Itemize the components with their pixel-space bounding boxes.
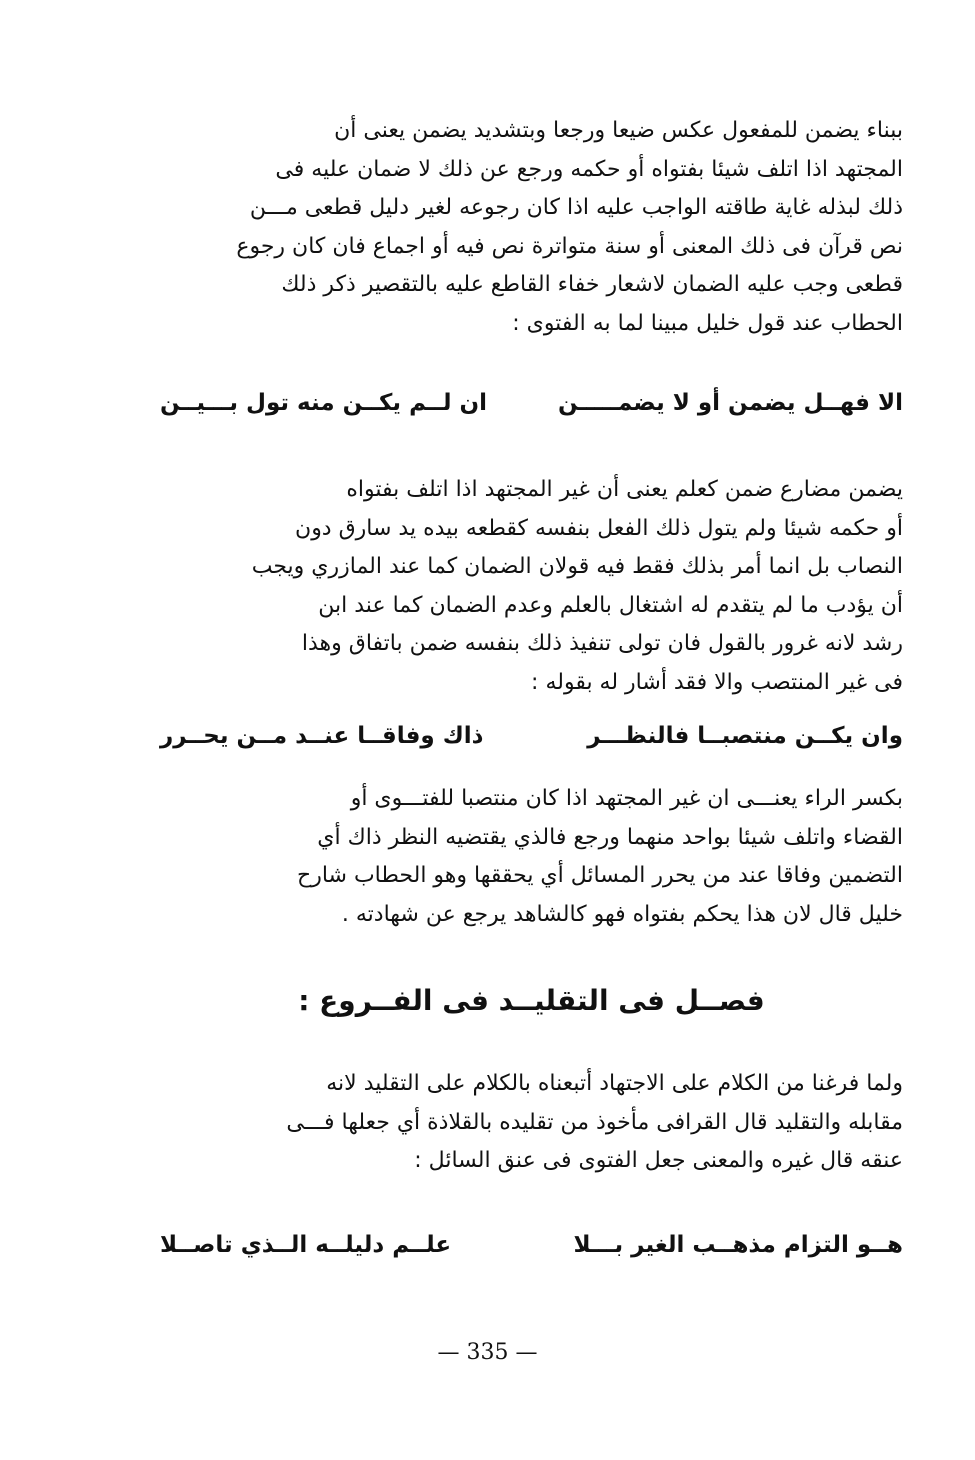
text-line: أو حكمه شيئا ولم يتول ذلك الفعل بنفسه كقطعه بيده يد سارق دون bbox=[295, 515, 903, 541]
text-line: يضمن مضارع ضمن كعلم يعنى أن غير المجتهد اذا اتلف بفتواه bbox=[346, 477, 903, 502]
verse-first-hemistich: الا فهــل يضمن أو لا يضمـــــن bbox=[558, 390, 903, 416]
text-line: أن يؤدب ما لم يتقدم له اشتغال بالعلم وعدم الضمان كما عند ابن bbox=[318, 592, 903, 618]
text-line: مقابله والتقليد قال القرافى مأخوذ من تقليده بالقلاذة أي جعلها فـــى bbox=[286, 1109, 903, 1135]
paragraph-4 bbox=[160, 1065, 903, 1181]
paragraph-2 bbox=[160, 471, 903, 702]
paragraph-1 bbox=[160, 112, 903, 343]
text-line: نص قرآن فى ذلك المعنى أو سنة متواترة نص فيه أو اجماع فان كان رجوع bbox=[236, 233, 903, 259]
text-line: فى غير المنتصب والا فقد أشار له بقوله : bbox=[531, 669, 903, 695]
verse-1 bbox=[160, 383, 903, 423]
text-line: المجتهد اذا اتلف شيئا بفتواه أو حكمه ورجع عن ذلك لا ضمان عليه فى bbox=[275, 156, 903, 182]
text-line: ولما فرغنا من الكلام على الاجتهاد أتبعناه بالكلام على التقليد لانه bbox=[326, 1071, 903, 1096]
text-line: القضاء واتلف شيئا بواحد منهما ورجع فالذي يقتضيه النظر ذاك أي bbox=[317, 824, 903, 850]
text-line: الحطاب عند قول خليل مبينا لما به الفتوى : bbox=[512, 310, 903, 336]
text-line: بكسر الراء يعنـــى ان غير المجتهد اذا كان منتصبا للفتـــوى أو bbox=[350, 786, 903, 811]
verse-first-hemistich: هــو التزام مذهــب الغير بـــلا bbox=[573, 1231, 903, 1258]
verse-2 bbox=[160, 716, 903, 756]
verse-second-hemistich: علــم دليلــه الــذي تاصــلا bbox=[160, 1231, 452, 1258]
section-heading: فصــل فى التقليــد فى الفــروع : bbox=[298, 984, 765, 1017]
text-line: ببناء يضمن للمفعول عكس ضيعا ورجعا وبتشديد يضمن يعنى أن bbox=[334, 118, 903, 143]
text-line: عنقه قال غيره والمعنى جعل الفتوى فى عنق السائل : bbox=[414, 1148, 903, 1173]
paragraph-3 bbox=[160, 780, 903, 934]
text-line: رشد لانه غرور بالقول فان تولى تنفيذ ذلك بنفسه ضمن باتفاق وهذا bbox=[301, 631, 903, 656]
verse-second-hemistich: ذاك وفاقــا عنــد مــن يحــرر bbox=[160, 723, 484, 749]
verse-first-hemistich: وان يكــن منتصبــا فالنظـــر bbox=[587, 723, 903, 749]
text-line: النصاب بل انما أمر بذلك فقط فيه قولان الضمان كما عند المازري ويجب bbox=[251, 554, 903, 579]
verse-second-hemistich: ان لــم يكــن منه تول بـــيــن bbox=[160, 390, 487, 416]
verse-3 bbox=[160, 1225, 903, 1265]
text-line: قطعى وجب عليه الضمان لاشعار خفاء القاطع عليه بالتقصير ذكر ذلك bbox=[281, 272, 903, 297]
page-number: — 335 — bbox=[437, 1340, 538, 1365]
text-line: ذلك لبذله غاية طاقته الواجب عليه اذا كان رجوعه لغير دليل قطعى مـــن bbox=[249, 195, 903, 220]
text-line: خليل قال لان هذا يحكم بفتواه فهو كالشاهد يرجع عن شهادته . bbox=[341, 901, 903, 927]
text-line: التضمين وفاقا عند من يحرر المسائل أي يحققها وهو الحطاب شارح bbox=[297, 863, 903, 888]
